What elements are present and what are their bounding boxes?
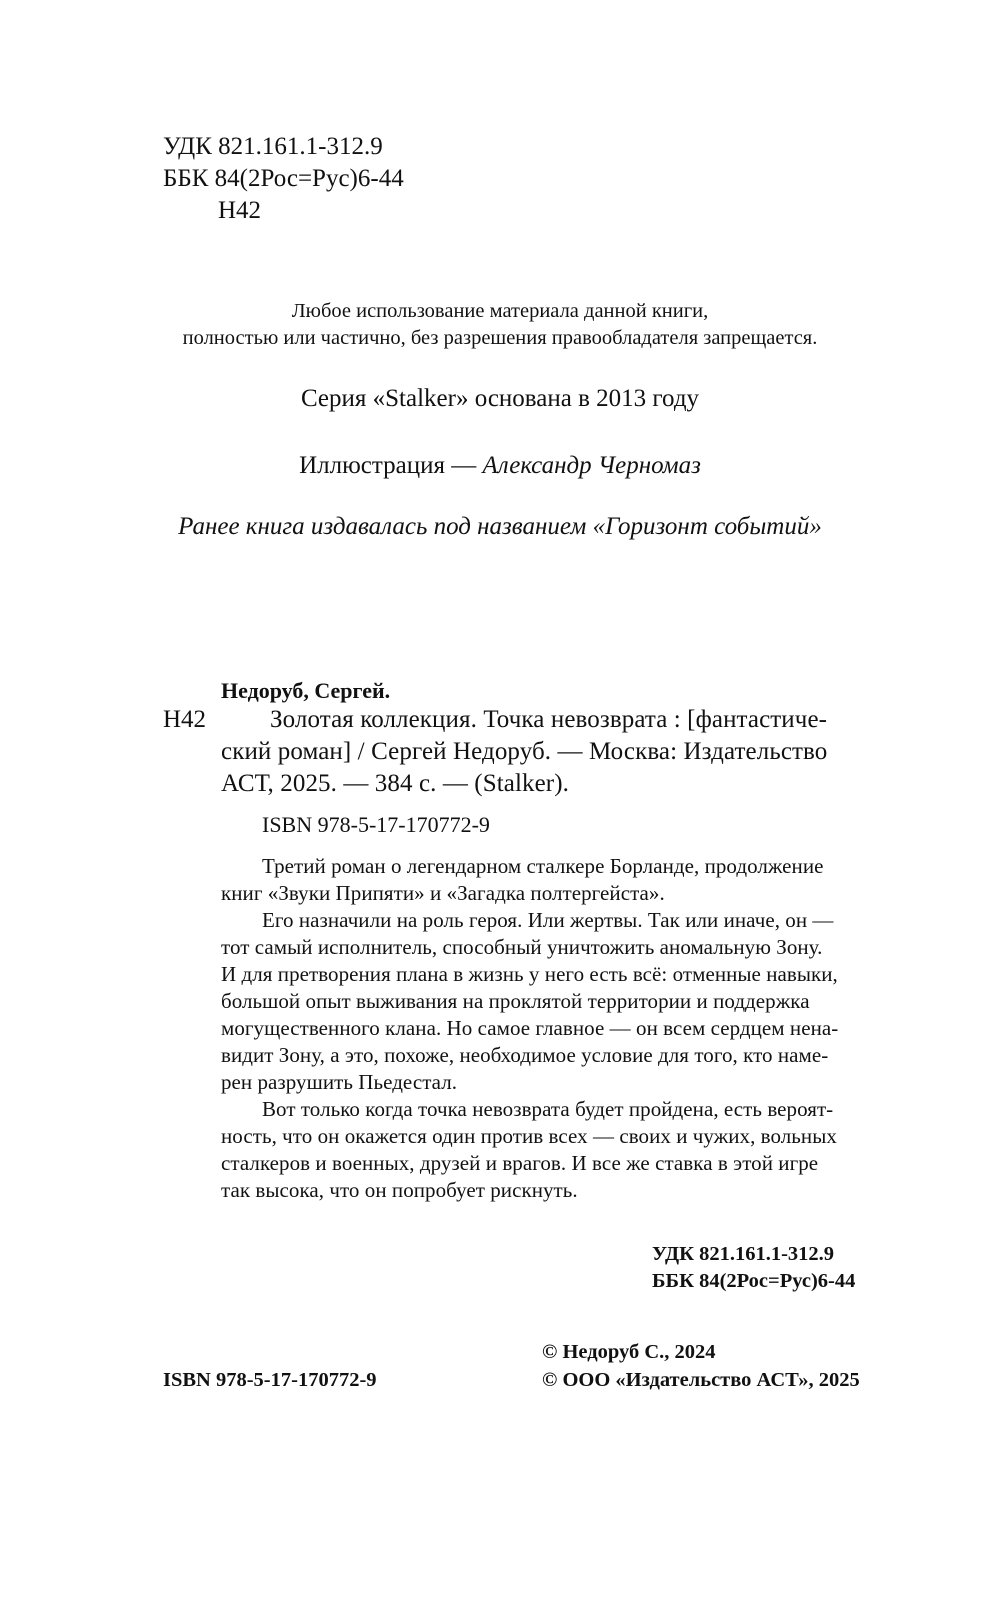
annotation-line-6: большой опыт выживания на проклятой территории и поддержка — [221, 989, 810, 1013]
udk-code: УДК 821.161.1-312.9 — [163, 133, 383, 160]
record-line-3: АСТ, 2025. — 384 с. — (Stalker). — [221, 770, 570, 797]
illustration-artist: Александр Черномаз — [482, 452, 701, 479]
record-isbn: ISBN 978-5-17-170772-9 — [262, 812, 490, 837]
annotation-line-7: могущественного клана. Но самое главное — он всем сердцем нена- — [221, 1016, 839, 1040]
annotation-line-13: так высока, что он попробует рискнуть. — [221, 1178, 578, 1202]
copyright-publisher: © ООО «Издательство АСТ», 2025 — [542, 1369, 860, 1391]
bottom-bbk-code: ББК 84(2Рос=Рус)6-44 — [652, 1270, 856, 1292]
record-author: Недоруб, Сергей. — [221, 678, 391, 703]
series-note: Серия «Stalker» основана в 2013 году — [300, 385, 700, 412]
annotation-line-12: сталкеров и военных, друзей и врагов. И все же ставка в этой игре — [221, 1151, 819, 1175]
earlier-title-note: Ранее книга издавалась под названием «Горизонт событий» — [178, 513, 822, 540]
annotation-line-1: Третий роман о легендарном сталкере Борланде, продолжение — [262, 854, 824, 878]
annotation-line-11: ность, что он окажется один против всех — своих и чужих, вольных — [221, 1124, 837, 1148]
bottom-udk-code: УДК 821.161.1-312.9 — [652, 1243, 835, 1265]
bbk-code: ББК 84(2Рос=Рус)6-44 — [163, 165, 404, 192]
annotation-line-3: Его назначили на роль героя. Или жертвы. Так или иначе, он — — [262, 908, 834, 932]
record-line-1: Золотая коллекция. Точка невозврата : [фантастиче- — [270, 706, 828, 733]
annotation-line-8: видит Зону, а это, похоже, необходимое условие для того, кто наме- — [221, 1043, 829, 1067]
author-mark: Н42 — [218, 197, 262, 224]
illustration-credit — [0, 452, 1000, 480]
annotation-line-9: рен разрушить Пьедестал. — [221, 1070, 458, 1094]
record-line-2: ский роман] / Сергей Недоруб. — Москва: Издательство — [221, 738, 828, 765]
isbn-bottom: ISBN 978-5-17-170772-9 — [163, 1369, 377, 1391]
copyright-author: © Недоруб С., 2024 — [542, 1341, 716, 1363]
usage-notice-line-2: полностью или частично, без разрешения правообладателя запрещается. — [182, 327, 818, 349]
annotation-line-5: И для претворения плана в жизнь у него есть всё: отменные навыки, — [221, 962, 838, 986]
annotation-line-2: книг «Звуки Припяти» и «Загадка полтергейста». — [221, 881, 665, 905]
annotation-line-10: Вот только когда точка невозврата будет пройдена, есть вероят- — [262, 1097, 834, 1121]
record-mark: Н42 — [163, 706, 207, 733]
annotation-line-4: тот самый исполнитель, способный уничтожить аномальную Зону. — [221, 935, 823, 959]
illustration-label: Иллюстрация — — [299, 452, 483, 479]
usage-notice-line-1: Любое использование материала данной книги, — [291, 300, 709, 322]
